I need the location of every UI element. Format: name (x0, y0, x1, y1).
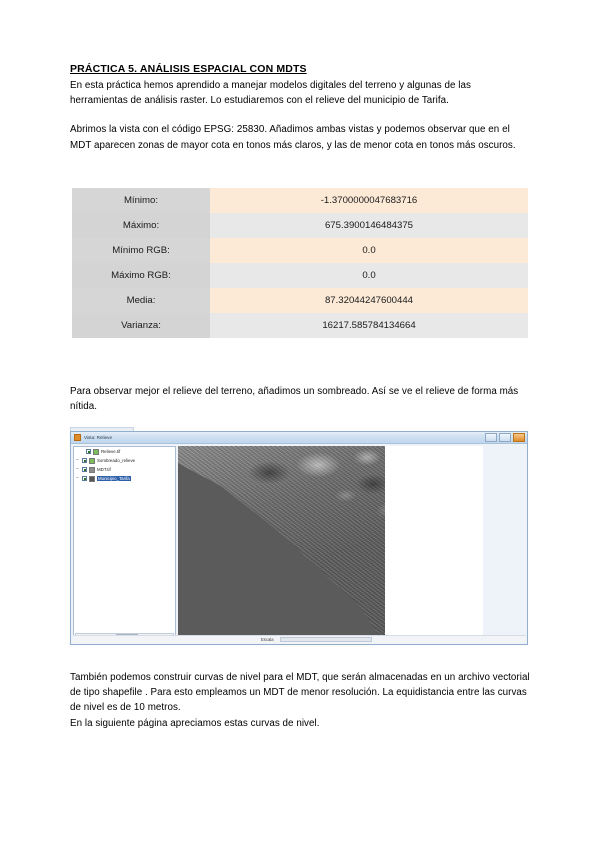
fifth-paragraph: En la siguiente página apreciamos estas curvas de nivel. (70, 717, 320, 729)
layer-visibility-checkbox[interactable] (86, 449, 91, 454)
intro-paragraph: En esta práctica hemos aprendido a manejar modelos digitales del terreno y algunas de las herramientas de análisis raster. Lo estudiaremos con el relieve del municipio de Tarifa. (70, 80, 471, 107)
tree-expander-icon[interactable]: – (76, 475, 79, 481)
minimize-button[interactable] (485, 433, 497, 442)
layer-label: MDT.tif (97, 467, 111, 472)
layer-item[interactable] (74, 456, 175, 465)
maximize-button[interactable] (499, 433, 511, 442)
raster-statistics-table (72, 188, 528, 338)
third-paragraph: Para observar mejor el relieve del terreno, añadimos un sombreado. Así se ve el relieve de forma más nítida. (70, 386, 519, 413)
fourth-paragraph: También podemos construir curvas de nivel para el MDT, que serán almacenadas en un archivo vectorial de tipo shapefile . Para esto empleamos un MDT de menor resolución. La equidistancia entre las curvas de nivel es de 10 metros. (70, 672, 530, 714)
table-body (72, 188, 528, 338)
table-row (72, 188, 528, 213)
window-titlebar (71, 432, 527, 444)
row-value: 0.0 (210, 238, 528, 263)
window-statusbar (73, 635, 526, 643)
row-label: Mínimo RGB: (72, 238, 210, 263)
row-value: 87.32044247600444 (210, 288, 528, 313)
table-row (72, 313, 528, 338)
table-row (72, 213, 528, 238)
layer-label: Municipio_Tarifa (98, 476, 130, 481)
row-label: Máximo: (72, 213, 210, 238)
map-canvas[interactable] (178, 446, 483, 642)
layer-visibility-checkbox[interactable] (82, 467, 87, 472)
document-header-block (70, 62, 530, 153)
layer-label: Sombreado_relieve (97, 458, 136, 463)
table-row (72, 238, 528, 263)
layer-symbol-icon (89, 476, 95, 482)
layer-item[interactable] (74, 474, 175, 483)
layer-visibility-checkbox[interactable] (82, 476, 87, 481)
row-label: Media: (72, 288, 210, 313)
layer-item[interactable] (74, 465, 175, 474)
page-title: PRÁCTICA 5. ANÁLISIS ESPACIAL CON MDTS (70, 63, 307, 75)
scale-value-box[interactable] (280, 637, 372, 642)
row-label: Máximo RGB: (72, 263, 210, 288)
layer-item[interactable] (74, 447, 175, 456)
second-paragraph: Abrimos la vista con el código EPSG: 25830. Añadimos ambas vistas y podemos observar que en el MDT aparecen zonas de mayor cota en tonos más claros, y las de menor cota en tonos más oscuros. (70, 124, 516, 151)
tree-expander-icon[interactable]: – (76, 466, 79, 472)
row-label: Mínimo: (72, 188, 210, 213)
application-icon (74, 434, 81, 441)
layer-label: Relieve.tif (101, 449, 121, 454)
gis-application-window (70, 431, 528, 645)
third-paragraph-block (70, 384, 530, 414)
paragraph-spacer (70, 108, 530, 122)
table-row (72, 263, 528, 288)
row-value: 16217.585784134664 (210, 313, 528, 338)
layer-symbol-icon (89, 467, 95, 473)
bottom-text-block (70, 670, 532, 731)
window-title: Vista: Relieve (84, 435, 113, 440)
layer-symbol-icon (89, 458, 95, 464)
close-button[interactable] (513, 433, 525, 442)
row-value: -1.3700000047683716 (210, 188, 528, 213)
figure-canvas (68, 427, 530, 647)
tree-expander-icon[interactable]: – (76, 457, 79, 463)
layer-symbol-icon (93, 449, 99, 455)
row-value: 0.0 (210, 263, 528, 288)
row-label: Varianza: (72, 313, 210, 338)
canvas-empty-right (385, 446, 483, 636)
layer-visibility-checkbox[interactable] (82, 458, 87, 463)
scale-label: Escala (261, 637, 274, 642)
table-row (72, 288, 528, 313)
window-controls (485, 433, 525, 442)
layers-tree-panel[interactable] (73, 446, 176, 642)
row-value: 675.3900146484375 (210, 213, 528, 238)
gis-screenshot-figure (68, 427, 530, 647)
